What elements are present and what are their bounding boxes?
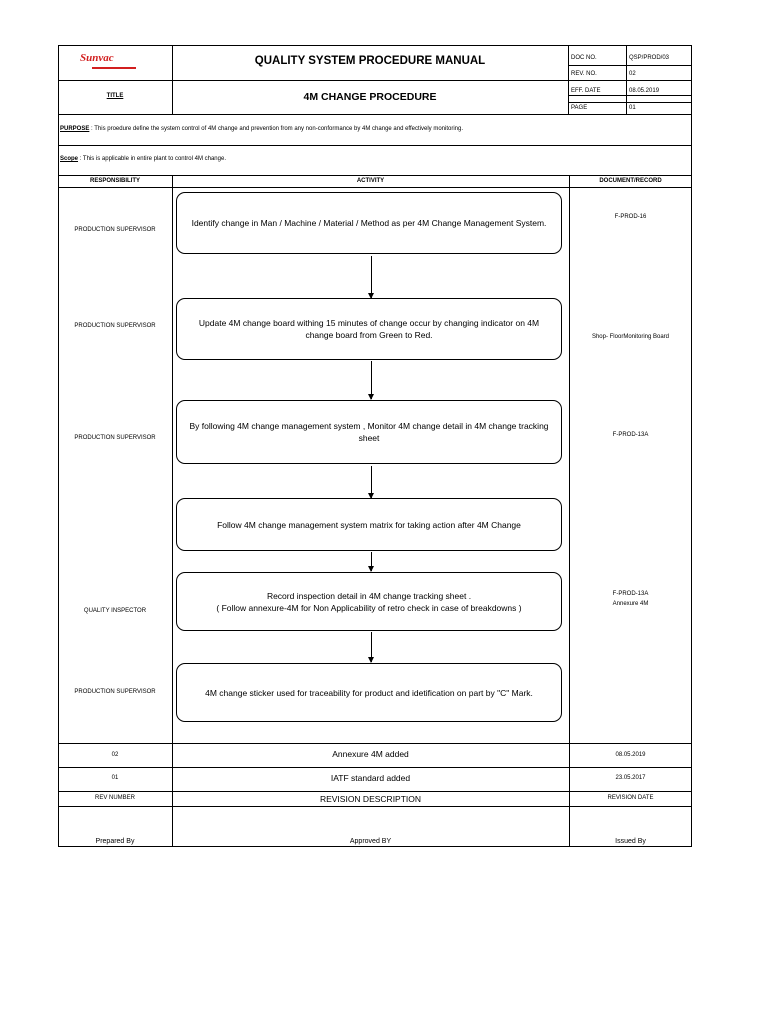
step-2-responsibility: PRODUCTION SUPERVISOR bbox=[74, 323, 156, 329]
flow-step-3 bbox=[176, 400, 562, 464]
revision-divider-2 bbox=[58, 791, 692, 792]
title-label: TITLE bbox=[106, 93, 124, 99]
header-col-line-right bbox=[568, 45, 569, 114]
flow-step-6 bbox=[176, 663, 562, 722]
meta-divider-2 bbox=[568, 95, 692, 96]
revision-2-date: 23.05.2017 bbox=[615, 775, 646, 781]
flow-arrow-5 bbox=[371, 632, 372, 662]
meta-divider-1 bbox=[568, 65, 692, 66]
step-3-document: F-PROD-13A bbox=[612, 432, 649, 438]
eff-date-value: 08.05.2019 bbox=[629, 88, 660, 94]
document-header: DOCUMENT/RECORD bbox=[599, 178, 662, 184]
scope-line bbox=[60, 156, 226, 162]
step-1-responsibility: PRODUCTION SUPERVISOR bbox=[74, 227, 156, 233]
scope-divider bbox=[58, 175, 692, 176]
meta-col-line bbox=[626, 45, 627, 114]
flow-arrow-2 bbox=[371, 361, 372, 399]
step-6-responsibility: PRODUCTION SUPERVISOR bbox=[74, 689, 156, 695]
flow-arrow-1 bbox=[371, 256, 372, 298]
flow-step-4 bbox=[176, 498, 562, 551]
flow-end-divider bbox=[58, 743, 692, 744]
revision-description-header: REVISION DESCRIPTION bbox=[319, 794, 422, 804]
flow-step-4-text: Follow 4M change management system matrix for taking action after 4M Change bbox=[217, 519, 521, 530]
logo-text: Sunvac bbox=[80, 52, 114, 64]
title-divider bbox=[58, 114, 692, 115]
revision-divider-3 bbox=[58, 806, 692, 807]
column-header-divider bbox=[58, 187, 692, 188]
flow-step-6-text: 4M change sticker used for traceability for product and idetification on part by "C" Mark. bbox=[205, 687, 533, 698]
flow-step-5-text-1: Record inspection detail in 4M change tracking sheet . bbox=[266, 590, 472, 601]
meta-divider-3 bbox=[568, 102, 692, 103]
flow-arrow-4 bbox=[371, 552, 372, 571]
step-5-document-1: F-PROD-13A bbox=[612, 591, 649, 597]
purpose-label: PURPOSE bbox=[60, 126, 90, 132]
flow-step-3-text: By following 4M change management system , Monitor 4M change detail in 4M change tracking sheet bbox=[189, 421, 549, 443]
revision-divider-1 bbox=[58, 767, 692, 768]
doc-no-label: DOC NO. bbox=[571, 55, 597, 61]
body-col-line-left bbox=[172, 175, 173, 847]
issued-by: Issued By bbox=[615, 838, 646, 845]
revision-1-number: 02 bbox=[111, 752, 119, 758]
rev-no-label: REV. NO. bbox=[571, 71, 597, 77]
purpose-divider bbox=[58, 145, 692, 146]
flow-step-1 bbox=[176, 192, 562, 254]
revision-1-date: 08.05.2019 bbox=[615, 752, 646, 758]
scope-label: Scope bbox=[60, 156, 79, 162]
flow-step-5 bbox=[176, 572, 562, 631]
flow-arrow-3 bbox=[371, 466, 372, 498]
eff-date-label: EFF. DATE bbox=[571, 88, 601, 94]
flow-step-5-text-2: ( Follow annexure-4M for Non Applicability of retro check in case of breakdowns ) bbox=[216, 602, 522, 613]
step-2-document: Shop- FloorMonitoring Board bbox=[591, 334, 670, 340]
scope-text: : This is applicable in entire plant to control 4M change. bbox=[78, 156, 226, 162]
manual-title: QUALITY SYSTEM PROCEDURE MANUAL bbox=[254, 55, 486, 67]
prepared-by: Prepared By bbox=[95, 838, 135, 845]
revision-2-description: IATF standard added bbox=[330, 773, 411, 783]
logo-underline bbox=[92, 67, 136, 69]
revision-date-header: REVISION DATE bbox=[607, 795, 654, 801]
page-label: PAGE bbox=[571, 105, 588, 111]
page-value: 01 bbox=[629, 105, 636, 111]
doc-no-value: QSP/PROD/03 bbox=[629, 55, 670, 61]
body-col-line-right bbox=[569, 175, 570, 847]
purpose-line bbox=[60, 126, 463, 132]
flow-step-2 bbox=[176, 298, 562, 360]
revision-2-number: 01 bbox=[111, 775, 119, 781]
step-5-document-2: Annexure 4M bbox=[612, 601, 649, 607]
header-divider bbox=[58, 80, 692, 81]
rev-number-header: REV NUMBER bbox=[94, 795, 135, 801]
responsibility-header: RESPONSIBILITY bbox=[89, 178, 140, 184]
company-logo bbox=[78, 52, 148, 74]
flow-step-1-text: Identify change in Man / Machine / Material / Method as per 4M Change Management System. bbox=[191, 218, 547, 228]
revision-1-description: Annexure 4M added bbox=[332, 749, 409, 759]
purpose-text: : This proedure define the system control of 4M change and prevention from any non-conformance by 4M change and effectively monitoring. bbox=[89, 126, 463, 132]
step-3-responsibility: PRODUCTION SUPERVISOR bbox=[74, 435, 156, 441]
step-1-document: F-PROD-16 bbox=[614, 214, 647, 220]
step-5-responsibility: QUALITY INSPECTOR bbox=[83, 608, 147, 614]
flow-step-2-text: Update 4M change board withing 15 minutes of change occur by changing indicator on 4M change board from Green to Red. bbox=[198, 318, 540, 340]
rev-no-value: 02 bbox=[629, 71, 636, 77]
activity-header: ACTIVITY bbox=[356, 178, 385, 184]
procedure-title: 4M CHANGE PROCEDURE bbox=[303, 91, 437, 103]
approved-by: Approved BY bbox=[349, 838, 392, 845]
